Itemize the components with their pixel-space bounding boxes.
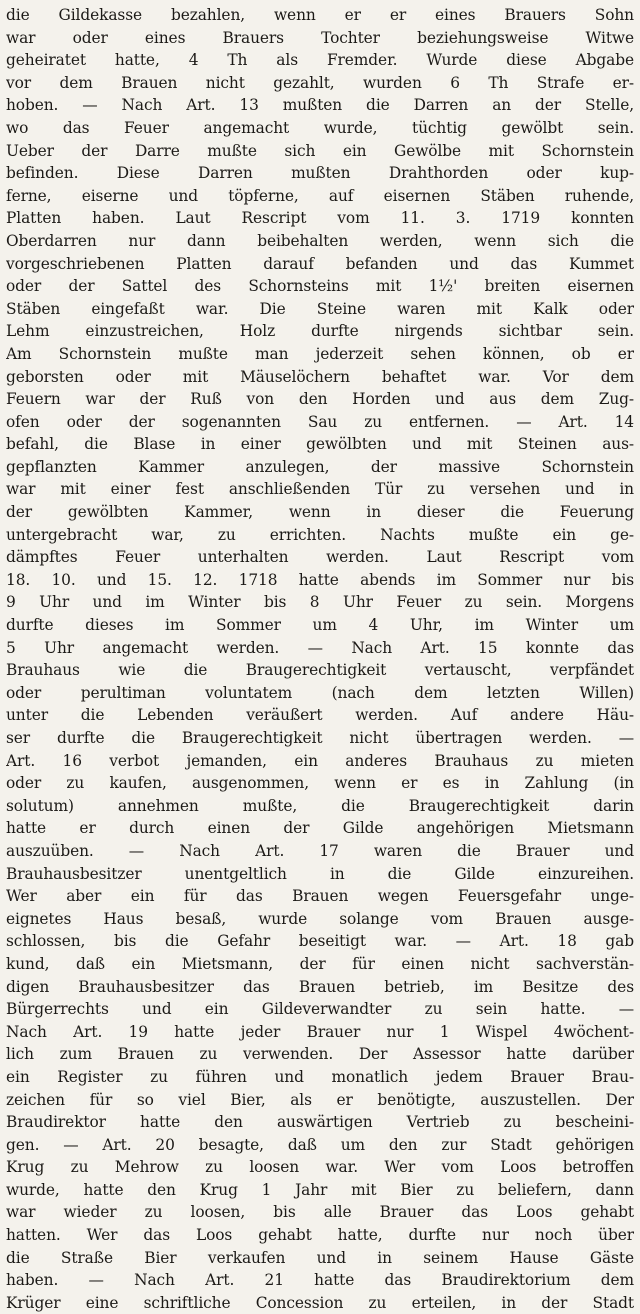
text-line: Brauhaus wie die Braugerechtigkeit vertauscht, verpfändet (6, 661, 634, 680)
text-line: 5 Uhr angemacht werden. — Nach Art. 15 konnte das (6, 638, 634, 657)
text-line: Stäben eingefaßt war. Die Steine waren mit Kalk oder (6, 299, 634, 318)
text-line: hoben. — Nach Art. 13 mußten die Darren an der Stelle, (6, 96, 634, 115)
text-line: zeichen für so viel Bier, als er benötigte, auszustellen. Der (6, 1090, 634, 1109)
text-line: schlossen, bis die Gefahr beseitigt war. — Art. 18 gab (6, 932, 634, 951)
text-line: Krug zu Mehrow zu loosen war. Wer vom Loos betroffen (6, 1158, 634, 1177)
text-line: ferne, eiserne und töpferne, auf eisernen Stäben ruhende, (6, 186, 634, 205)
text-line: oder zu kaufen, ausgenommen, wenn er es in Zahlung (in (6, 774, 634, 793)
text-line: Krüger eine schriftliche Concession zu erteilen, in der Stadt (6, 1293, 634, 1312)
text-line: 18. 10. und 15. 12. 1718 hatte abends im Sommer nur bis (6, 570, 634, 589)
text-line: Oberdarren nur dann beibehalten werden, wenn sich die (6, 231, 634, 250)
text-line: Am Schornstein mußte man jederzeit sehen können, ob er (6, 344, 634, 363)
text-line: hatten. Wer das Loos gehabt hatte, durfte nur noch über (6, 1226, 634, 1245)
text-line: vorgeschriebenen Platten darauf befanden und das Kummet (6, 254, 634, 273)
text-line: Bürgerrechts und ein Gildeverwandter zu sein hatte. — (6, 1000, 634, 1019)
text-line: Brauhausbesitzer unentgeltlich in die Gilde einzureihen. (6, 864, 634, 883)
text-line: lich zum Brauen zu verwenden. Der Assessor hatte darüber (6, 1045, 634, 1064)
text-line: vor dem Brauen nicht gezahlt, wurden 6 Th Strafe er- (6, 73, 634, 92)
text-line: gen. — Art. 20 besagte, daß um den zur Stadt gehörigen (6, 1135, 634, 1154)
text-line: Nach Art. 19 hatte jeder Brauer nur 1 Wispel 4wöchent- (6, 1022, 634, 1041)
text-line: der gewölbten Kammer, wenn in dieser die Feuerung (6, 503, 634, 522)
text-line: auszuüben. — Nach Art. 17 waren die Brauer und (6, 841, 634, 860)
text-line: ser durfte die Braugerechtigkeit nicht übertragen werden. — (6, 729, 634, 747)
text-line: eignetes Haus besaß, wurde solange vom Brauen ausge- (6, 909, 634, 928)
text-line: Wer aber ein für das Brauen wegen Feuersgefahr unge- (6, 887, 634, 906)
text-line: unter die Lebenden veräußert werden. Auf andere Häu- (6, 706, 634, 725)
text-line: dämpftes Feuer unterhalten werden. Laut Rescript vom (6, 548, 634, 567)
text-line: geheiratet hatte, 4 Th als Fremder. Wurde diese Abgabe (6, 51, 634, 70)
text-line: war wieder zu loosen, bis alle Brauer das Loos gehabt (6, 1203, 634, 1222)
text-line: oder perultiman voluntatem (nach dem letzten Willen) (6, 683, 634, 702)
text-line: geborsten oder mit Mäuselöchern behaftet war. Vor dem (6, 367, 634, 386)
text-line: solutum) annehmen mußte, die Braugerechtigkeit darin (6, 796, 634, 815)
text-line: digen Brauhausbesitzer das Brauen betrieb, im Besitze des (6, 977, 634, 996)
text-line: war oder eines Brauers Tochter beziehungsweise Witwe (6, 28, 634, 47)
text-line: kund, daß ein Mietsmann, der für einen nicht sachverstän- (6, 954, 634, 973)
text-line: haben. — Nach Art. 21 hatte das Braudirektorium dem (6, 1271, 634, 1290)
text-line: durfte dieses im Sommer um 4 Uhr, im Winter um (6, 616, 634, 635)
text-line: war mit einer fest anschließenden Tür zu versehen und in (6, 480, 634, 499)
text-line: ein Register zu führen und monatlich jedem Brauer Brau- (6, 1067, 634, 1086)
text-line: Lehm einzustreichen, Holz durfte nirgends sichtbar sein. (6, 322, 634, 341)
text-line: wo das Feuer angemacht wurde, tüchtig gewölbt sein. (6, 118, 634, 137)
text-line: Feuern war der Ruß von den Horden und aus dem Zug- (6, 390, 634, 409)
text-line: Ueber der Darre mußte sich ein Gewölbe mit Schornstein (6, 141, 634, 160)
text-line: 9 Uhr und im Winter bis 8 Uhr Feuer zu sein. Morgens (6, 593, 634, 612)
text-line: ofen oder der sogenannten Sau zu entfernen. — Art. 14 (6, 412, 634, 431)
text-line: die Straße Bier verkaufen und in seinem Hause Gäste (6, 1248, 634, 1267)
document-page (6, 4, 634, 1312)
text-line: die Gildekasse bezahlen, wenn er er eines Brauers Sohn (6, 6, 634, 24)
text-line: hatte er durch einen der Gilde angehörigen Mietsmann (6, 819, 634, 838)
text-line: Braudirektor hatte den auswärtigen Vertrieb zu bescheini- (6, 1113, 634, 1132)
text-line: oder der Sattel des Schornsteins mit 1½' breiten eisernen (6, 277, 634, 296)
text-line: Art. 16 verbot jemanden, ein anderes Brauhaus zu mieten (6, 751, 634, 770)
text-line: befahl, die Blase in einer gewölbten und mit Steinen aus- (6, 435, 634, 454)
text-line: befinden. Diese Darren mußten Drahthorden oder kup- (6, 164, 634, 183)
text-line: Platten haben. Laut Rescript vom 11. 3. 1719 konnten (6, 209, 634, 228)
text-line: untergebracht war, zu errichten. Nachts mußte ein ge- (6, 525, 634, 544)
text-line: gepflanzten Kammer anzulegen, der massive Schornstein (6, 457, 634, 476)
text-line: wurde, hatte den Krug 1 Jahr mit Bier zu beliefern, dann (6, 1180, 634, 1199)
